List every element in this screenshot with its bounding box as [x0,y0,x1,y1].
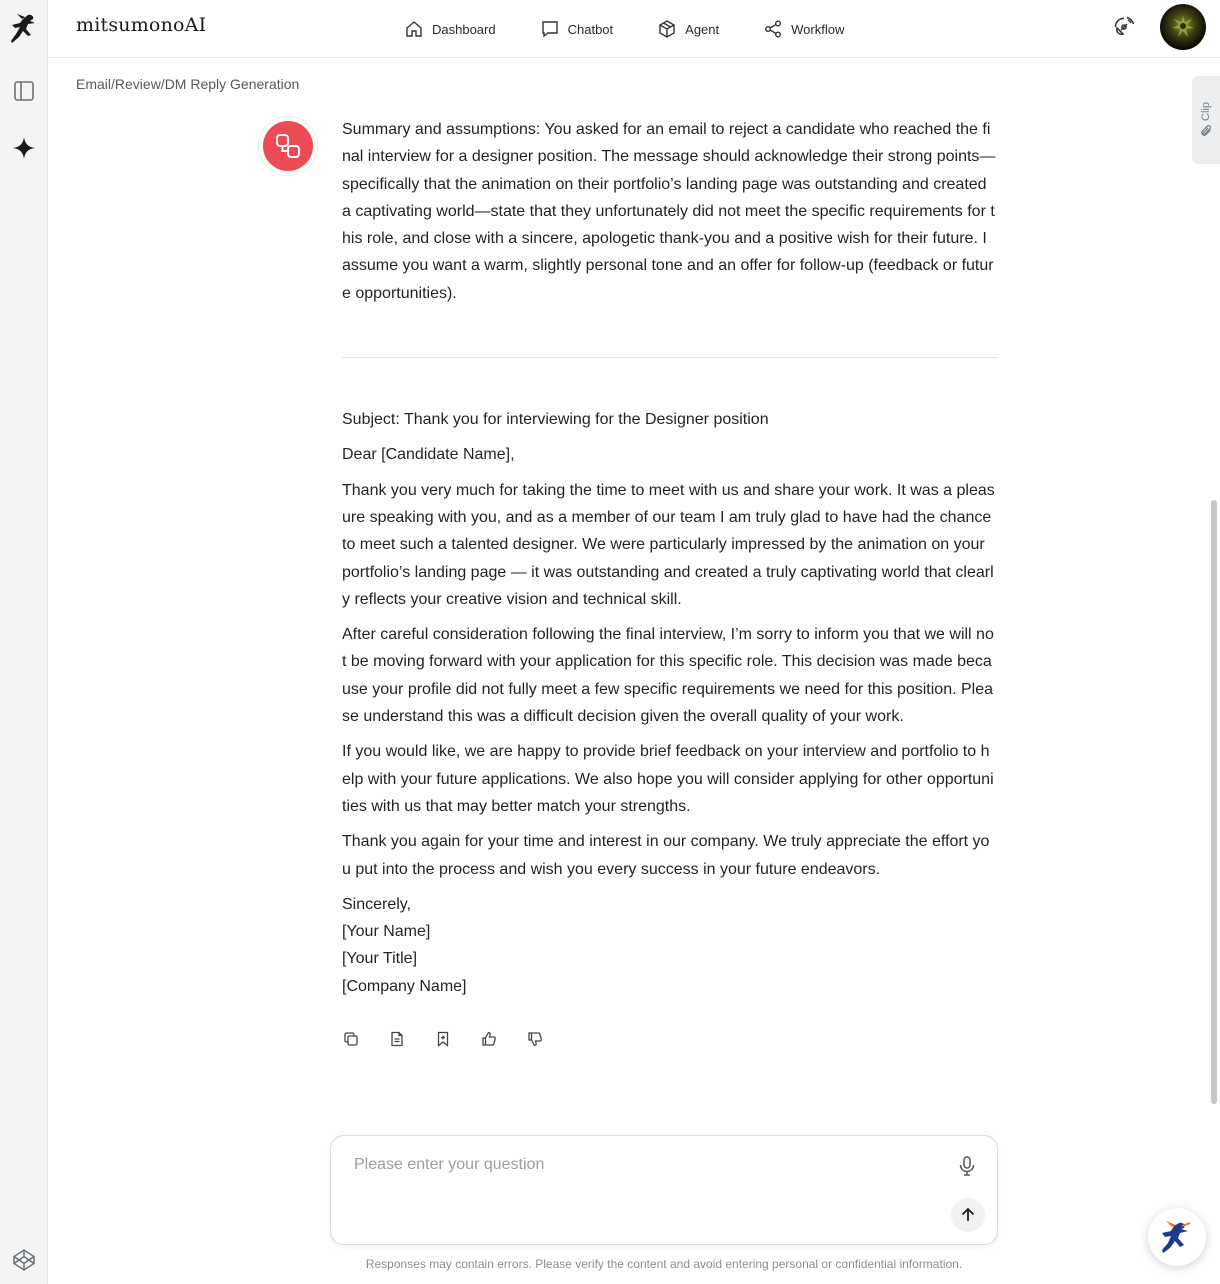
email-paragraph-3: If you would like, we are happy to provide brief feedback on your interview and portfolio to help with your future applications. We also hope you will consider applying for other opportunities with us that may better match your strengths. [342,743,994,815]
nav-chatbot-label: Chatbot [567,21,614,37]
home-icon [404,19,424,39]
sparkle-icon[interactable] [10,134,38,162]
email-closing: Sincerely, [342,895,412,913]
thumbs-up-icon[interactable] [480,1030,498,1048]
message-actions [342,1030,544,1048]
clip-tab-label: Clip [1200,101,1212,121]
bot-logo-icon [273,131,303,161]
disclaimer-text: Responses may contain errors. Please verify the content and avoid entering personal or confidential information. [365,1257,963,1271]
email-paragraph-4: Thank you again for your time and interest in our company. We truly appreciate the effort you put into the process and wish you every success in your future endeavors. [342,833,990,878]
scrollbar-thumb[interactable] [1211,500,1217,1104]
copy-icon[interactable] [342,1030,360,1048]
thumbs-down-icon[interactable] [526,1030,544,1048]
clip-tab[interactable] [1192,76,1220,164]
bookmark-icon[interactable] [434,1030,452,1048]
cube-icon [657,19,677,39]
chat-composer [330,1135,998,1245]
email-subject: Subject: Thank you for interviewing for the Designer position [342,411,769,429]
question-input[interactable] [354,1156,934,1196]
brand-name[interactable]: mitsumonoAI [76,14,207,36]
assistant-fab[interactable] [1148,1208,1206,1266]
email-paragraph-2: After careful consideration following the final interview, I’m sorry to inform you that we will not be moving forward with your application for this specific role. This decision was made because your profile did not fully meet a few specific requirements we need for this position. Please understand this was a difficult decision given the overall quality of your work. [342,626,994,726]
nav-dashboard[interactable] [404,19,496,39]
email-greeting: Dear [Candidate Name], [342,446,515,464]
share-nodes-icon [763,19,783,39]
send-button[interactable] [951,1198,985,1232]
email-paragraph-1: Thank you very much for taking the time to meet with us and share your work. It was a pleasure speaking with you, and as a member of our team I am truly glad to have had the chance to meet such a talented designer. We were particularly impressed by the animation on your portfolio’s landing page — it was outstanding and created a truly captivating world that clearly reflects your creative vision and technical skill. [342,481,995,608]
nav-workflow-label: Workflow [791,21,845,37]
nav-dashboard-label: Dashboard [432,21,496,37]
arrow-up-icon [959,1206,977,1224]
nav-chatbot[interactable] [540,19,614,39]
ninja-logo-icon[interactable] [8,12,40,48]
sidebar-toggle-icon[interactable] [10,77,38,105]
breadcrumb: Email/Review/DM Reply Generation [76,76,300,92]
assistant-message [342,116,998,1000]
document-icon[interactable] [388,1030,406,1048]
paperclip-icon [1199,124,1213,138]
email-sig-title: [Your Title] [342,950,418,968]
chat-bubble-icon [540,19,560,39]
divider [342,357,998,358]
codepen-cube-icon[interactable] [10,1246,38,1274]
email-sig-company: [Company Name] [342,977,467,995]
microphone-icon[interactable] [955,1154,979,1178]
ninja-mascot-icon [1157,1217,1197,1257]
nav-workflow[interactable] [763,19,844,39]
bot-avatar [258,116,318,176]
nav-agent-label: Agent [685,21,720,37]
nav-agent[interactable] [657,19,719,39]
top-header [48,0,1220,58]
header-right [1112,4,1206,50]
user-avatar[interactable] [1160,4,1206,50]
summary-text: Summary and assumptions: You asked for an email to reject a candidate who reached the final interview for a designer position. The message should acknowledge their strong points—specifically that the animation on their portfolio’s landing page was outstanding and created a captivating world—state that they unfortunately did not meet the specific requirements for this role, and close with a sincere, apologetic thank-you and a positive wish for their future. I assume you want a warm, slightly personal tone and an offer for follow-up (feedback or future opportunities). [342,121,996,302]
left-rail [0,0,48,1284]
main-nav [404,0,888,58]
email-sig-name: [Your Name] [342,923,431,941]
broadcast-icon[interactable] [1112,15,1136,39]
